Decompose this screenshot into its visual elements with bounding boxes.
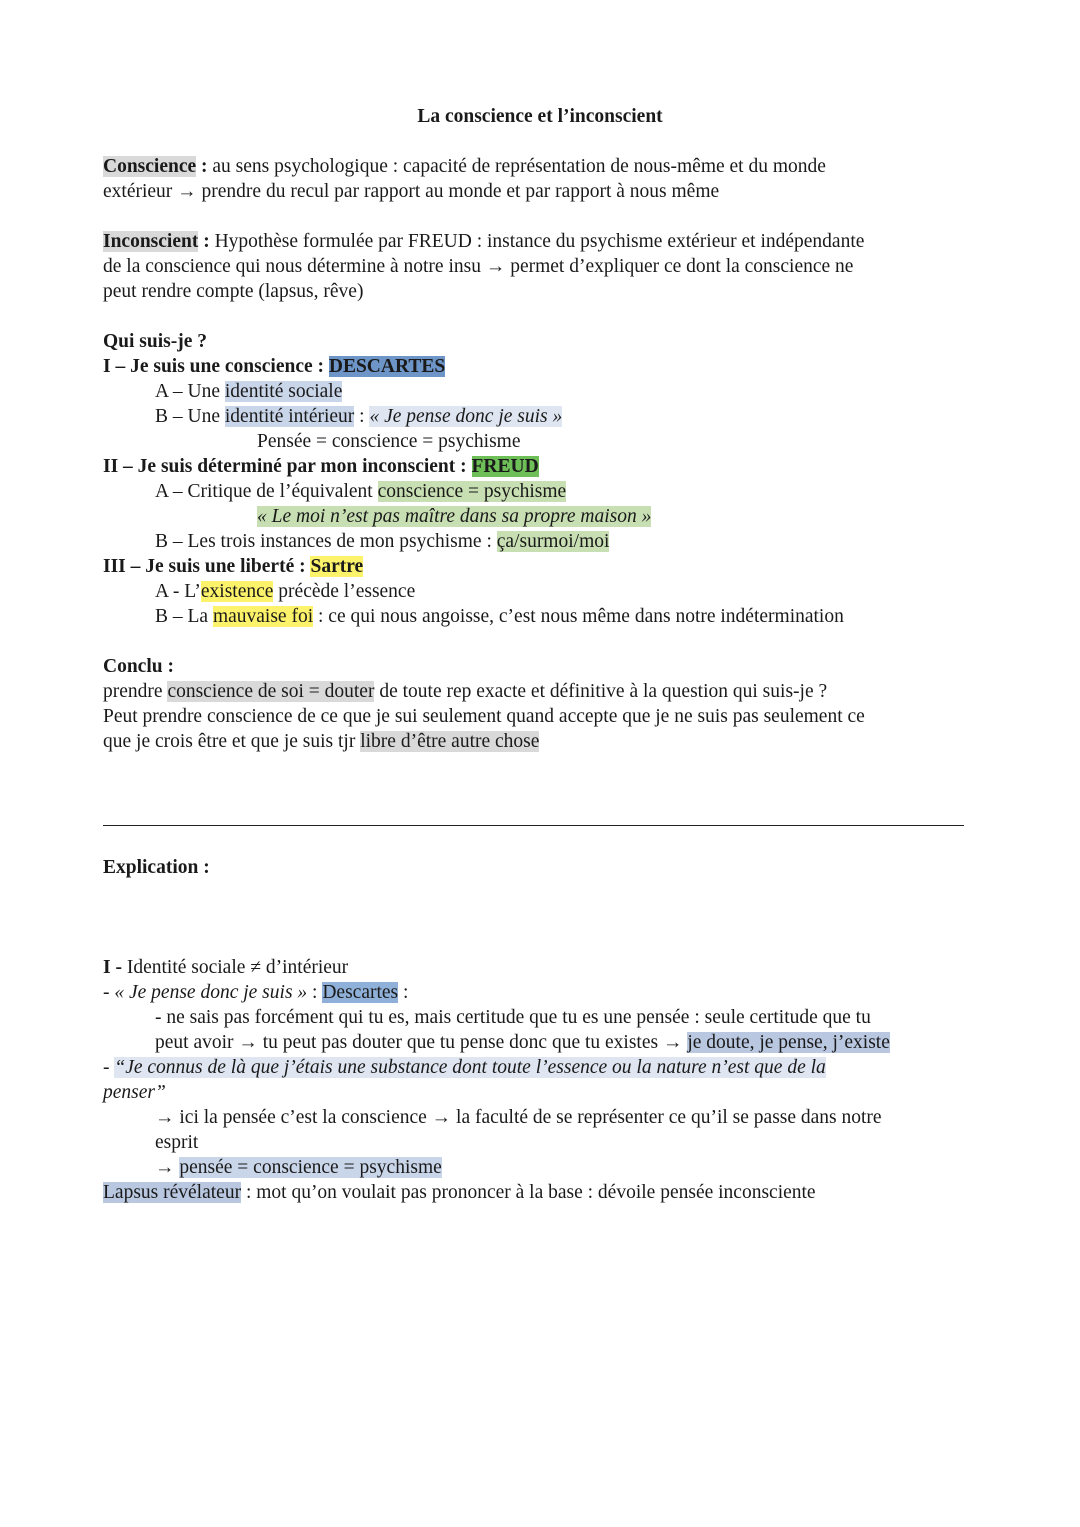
def-inconscient-line-3: peut rendre compte (lapsus, rêve) — [103, 281, 364, 302]
plan-part-3a: A - L’existence précède l’essence — [155, 581, 416, 602]
plan-part-2a-quote: « Le moi n’est pas maître dans sa propre maison » — [257, 506, 652, 527]
page-title: La conscience et l’inconscient — [417, 106, 663, 127]
plan-part-2a: A – Critique de l’équivalent conscience = psychisme — [155, 481, 567, 502]
plan-part-3: III – Je suis une liberté : Sartre — [103, 556, 364, 577]
def-conscience-line-2: extérieur → prendre du recul par rapport au monde et par rapport à nous même — [103, 181, 720, 202]
conclu-heading: Conclu : — [103, 656, 174, 677]
plan-part-1c: Pensée = conscience = psychisme — [257, 431, 521, 452]
explication-line-1: I - Identité sociale ≠ d’intérieur — [103, 957, 349, 978]
explication-line-8: esprit — [155, 1132, 199, 1153]
explication-line-2: - « Je pense donc je suis » : Descartes : — [103, 982, 409, 1003]
explication-line-10: Lapsus révélateur : mot qu’on voulait pas prononcer à la base : dévoile pensée inconsciente — [103, 1182, 816, 1203]
author-sartre: Sartre — [310, 556, 364, 577]
plan-part-1b: B – Une identité intérieur : « Je pense donc je suis » — [155, 406, 563, 427]
plan-question: Qui suis-je ? — [103, 331, 208, 352]
explication-line-4: peut avoir → tu peut pas douter que tu pense donc que tu existes → je doute, je pense, j’existe — [155, 1032, 890, 1053]
plan-part-2: II – Je suis déterminé par mon inconscient : FREUD — [103, 456, 539, 477]
plan-part-1: I – Je suis une conscience : DESCARTES — [103, 356, 446, 377]
def-inconscient-line-1: Inconscient : Hypothèse formulée par FREUD : instance du psychisme extérieur et indépendante — [103, 231, 865, 252]
plan-part-2b: B – Les trois instances de mon psychisme : ça/surmoi/moi — [155, 531, 610, 552]
def-inconscient-line-2: de la conscience qui nous détermine à notre insu → permet d’expliquer ce dont la conscience ne — [103, 256, 854, 277]
plan-part-1a: A – Une identité sociale — [155, 381, 343, 402]
horizontal-divider — [103, 825, 964, 826]
explication-line-3: - ne sais pas forcément qui tu es, mais certitude que tu es une pensée : seule certitude que tu — [155, 1007, 871, 1028]
conclu-line-3: que je crois être et que je suis tjr libre d’être autre chose — [103, 731, 540, 752]
conclu-line-1: prendre conscience de soi = douter de toute rep exacte et définitive à la question qui suis-je ? — [103, 681, 828, 702]
explication-line-7: → ici la pensée c’est la conscience → la faculté de se représenter ce qu’il se passe dans notre — [155, 1107, 882, 1128]
explication-line-9: → pensée = conscience = psychisme — [155, 1157, 442, 1178]
term-conscience: Conscience — [103, 156, 197, 177]
term-inconscient: Inconscient — [103, 231, 199, 252]
plan-part-3b: B – La mauvaise foi : ce qui nous angoisse, c’est nous même dans notre indétermination — [155, 606, 844, 627]
explication-line-6: penser” — [103, 1082, 166, 1103]
explication-heading: Explication : — [103, 857, 210, 878]
author-descartes: DESCARTES — [328, 356, 446, 377]
author-freud: FREUD — [471, 456, 539, 477]
conclu-line-2: Peut prendre conscience de ce que je sui seulement quand accepte que je ne suis pas seulement ce — [103, 706, 865, 727]
def-conscience-line-1: Conscience : au sens psychologique : capacité de représentation de nous-même et du monde — [103, 156, 826, 177]
explication-line-5: - “Je connus de là que j’étais une substance dont toute l’essence ou la nature n’est que de la — [103, 1057, 826, 1078]
